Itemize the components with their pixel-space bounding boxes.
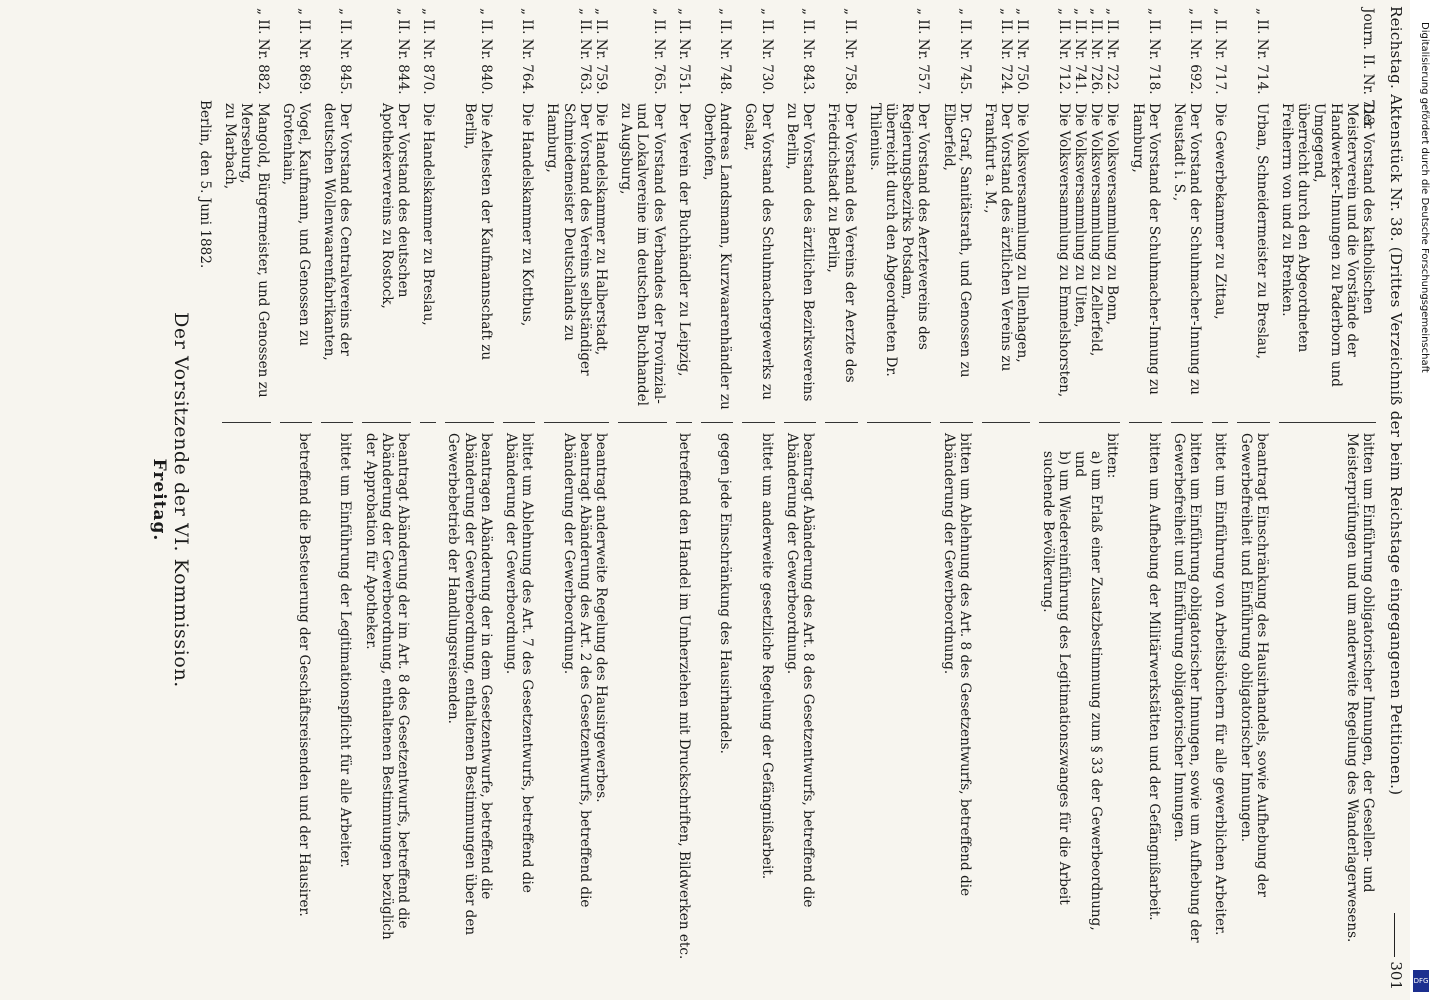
petitioner: Der Vorstand des Vereins der Aerzte des Friedrichstadt zu Berlin,	[825, 103, 858, 383]
journal-reference	[503, 0, 535, 103]
journal-number: „ II. Nr. 724.	[998, 8, 1015, 95]
petition-entry	[321, 0, 353, 1000]
journal-number: „ II. Nr. 757.	[915, 8, 932, 95]
petitioner-column	[1279, 103, 1376, 423]
journal-number: Journ. II. Nr. 713.	[1360, 8, 1376, 130]
petition-request	[222, 433, 271, 1000]
header-rule	[1395, 913, 1396, 957]
request-line: beantragt Abänderung des Art. 2 des Gesetzentwurfs, betreffend die Abänderung der Gewerbeordnung.	[560, 433, 593, 908]
petitioner-column	[982, 103, 1031, 423]
request-line: betreffend die Besteuerung der Geschäftsreisenden und der Hausirer.	[296, 433, 313, 917]
petitioner: Die Volksversammlung zu Uiten,	[1071, 103, 1088, 328]
journal-reference	[742, 0, 774, 103]
petitioner-column	[1237, 103, 1269, 423]
petition-request	[280, 433, 312, 1000]
petitioner: Der Vorstand des katholischen Meisterverein und die Vorstände der Handwerker-Innungen zu Paderborn und Umgegend,	[1311, 103, 1376, 387]
journal-number: „ II. Nr. 869.	[296, 8, 313, 95]
petitioner: Der Vorstand des Schuhmachergewerks zu Goslar,	[742, 103, 775, 400]
journal-number: „ II. Nr. 840.	[477, 8, 494, 95]
petitioner: Die Gewerbekammer zu Zittau,	[1212, 103, 1229, 320]
petition-entry	[222, 0, 271, 1000]
request-line: beantragen Abänderung der in dem Gesetzentwurfe, betreffend die Abänderung der Gewerbeordnung, enthaltenen Bestimmungen über den Gewerbebetrieb der Handlungsreisenden.	[445, 433, 494, 936]
petitioner: Der Vorstand des deutschen Apothekervereins zu Rostock,	[378, 103, 412, 309]
petition-request	[1212, 433, 1228, 1000]
petitioner-column	[784, 103, 816, 423]
journal-number: „ II. Nr. 844.	[395, 8, 412, 95]
petition-request	[1171, 433, 1203, 1000]
journal-reference	[544, 0, 609, 103]
signatory-name: Freitag.	[148, 458, 169, 542]
journal-reference	[784, 0, 816, 103]
journal-number: „ II. Nr. 726.	[1088, 8, 1105, 95]
journal-number: „ II. Nr. 763.	[576, 8, 593, 95]
petition-entry	[701, 0, 733, 1000]
petitioner: Der Vorstand des ärztlichen Vereins zu Frankfurt a. M.,	[981, 103, 1015, 372]
request-line: bittet um Einführung von Arbeitsbüchern für alle gewerblichen Arbeiter.	[1212, 433, 1229, 936]
journal-reference	[867, 0, 932, 103]
petition-request	[321, 433, 353, 1000]
request-line: a) um Erlaß einer Zusatzbestimmung zum § 33 der Gewerbeordnung, und	[1071, 451, 1105, 931]
petitioner-column	[825, 103, 857, 423]
petition-request	[676, 433, 692, 1000]
petitioner-column	[701, 103, 733, 423]
journal-number: „ II. Nr. 745.	[956, 8, 973, 95]
petition-request	[503, 433, 535, 1000]
petitioner-column	[1039, 103, 1120, 423]
journal-number: „ II. Nr. 758.	[841, 8, 858, 95]
petitioner: Der Vorstand des Verbandes der Provinzial- und Lokalvereine im deutschen Buchhandel zu Augsburg,	[618, 103, 667, 406]
request-line: beantragt Einschränkung des Hausirhandels, sowie Aufhebung der Gewerbefreiheit und Einführung obligatorischer Innungen.	[1237, 433, 1270, 897]
digitization-footer	[1410, 0, 1432, 1000]
journal-number: „ II. Nr. 764.	[519, 8, 536, 95]
journal-number: „ II. Nr. 751.	[675, 8, 692, 95]
petition-list	[150, 0, 1376, 1000]
petition-entry	[1212, 0, 1228, 1000]
petitioner: Der Vorstand des Aerztevereins des Regierungsbezirks Potsdam,	[899, 103, 932, 350]
request-line: beantragt Abänderung des Art. 8 des Gesetzentwurfs, betreffend die Abänderung der Gewerbeordnung.	[783, 433, 817, 908]
journal-reference	[1039, 0, 1120, 103]
request-line: bittet um anderweite gesetzliche Regelung der Gefängnißarbeit.	[758, 433, 775, 880]
petitioner: Vogel, Kaufmann, und Genossen zu Grotenhain,	[279, 103, 313, 347]
petition-entry	[445, 0, 494, 1000]
petitioner-column	[503, 103, 535, 423]
journal-number: „ II. Nr. 882.	[254, 8, 271, 95]
request-line: bitten:	[1104, 433, 1121, 479]
journal-reference	[940, 0, 972, 103]
petition-entry	[1039, 0, 1120, 1000]
request-line: beantragt Abänderung der im Art. 8 des Gesetzentwurfs, betreffend die Abänderung der Gewerbeordnung, enthaltenen Bestimmungen bezüglich der Approbation für Apotheker.	[362, 433, 412, 940]
journal-reference	[701, 0, 733, 103]
petitioner: Die Handelskammer zu Breslau,	[420, 103, 437, 326]
journal-reference	[1279, 0, 1376, 130]
journal-number: „ II. Nr. 748.	[717, 8, 734, 95]
petitioner: Die Handelskammer zu Kottbus,	[519, 103, 536, 327]
request-line: bitten um Ablehnung des Art. 8 des Gesetzentwurfs, betreffend die Abänderung der Gewerbeordnung.	[940, 433, 973, 897]
date-line: Berlin, den 5. Juni 1882.	[197, 100, 214, 269]
journal-number: „ II. Nr. 714.	[1253, 8, 1270, 95]
journal-reference	[1212, 0, 1228, 103]
petitioner: Urban, Schneidermeister zu Breslau,	[1253, 103, 1270, 360]
journal-number: „ II. Nr. 730.	[758, 8, 775, 95]
petition-request	[742, 433, 774, 1000]
petition-entry	[1171, 0, 1203, 1000]
petition-request	[701, 433, 733, 1000]
petition-entry	[362, 0, 411, 1000]
journal-reference	[982, 0, 1031, 103]
petitioner: Der Vorstand des Centralvereins der deutschen Wollenwaarenfabrikanten,	[321, 103, 354, 361]
petitioner-column	[420, 103, 436, 423]
petitioner: Die Aeltesten der Kaufmannschaft zu Berlin,	[461, 103, 494, 361]
petitioner: überreicht durch den Abgeordneten Dr. Thilenius.	[866, 103, 899, 377]
journal-reference	[1171, 0, 1203, 103]
petitioner: Die Handelskammer zu Halberstadt,	[593, 103, 610, 356]
petitioner-column	[618, 103, 667, 423]
journal-number: „ II. Nr. 717.	[1212, 8, 1229, 95]
petition-entry	[867, 0, 932, 1000]
request-line: bittet um Einführung der Legitimationspflicht für alle Arbeiter.	[337, 433, 354, 868]
request-line: gegen jede Einschränkung des Hausirhandels.	[717, 433, 734, 754]
petition-entry	[825, 0, 857, 1000]
request-line: b) um Wiedereinführung des Legitimationszwanges für die Arbeit suchende Bevölkerung.	[1039, 451, 1072, 905]
petitioner-column	[362, 103, 411, 423]
journal-number: „ II. Nr. 759.	[593, 8, 610, 95]
petition-entry	[1129, 0, 1161, 1000]
journal-number: „ II. Nr. 718.	[1145, 8, 1162, 95]
petitioner: zu Marbach,	[222, 103, 239, 190]
petitioner-column	[1171, 103, 1203, 423]
petitioner: Die Volksversammlung zu Emmelshorsten,	[1055, 103, 1072, 398]
journal-reference	[222, 0, 271, 103]
petition-request	[1039, 433, 1120, 1000]
petitioner: Der Vorstand des ärztlichen Bezirksvereins zu Berlin,	[783, 103, 817, 402]
request-line: bitten um Aufhebung der Militärwerkstätten und der Gefängnißarbeit.	[1145, 433, 1162, 921]
journal-number: „ II. Nr. 870.	[420, 8, 437, 95]
petitioner: Andreas Landsmann, Kurzwaarenhändler zu Oberhofen,	[701, 103, 734, 410]
petition-entry	[280, 0, 312, 1000]
signature-line: Der Vorsitzende der VI. Kommission.	[169, 312, 192, 688]
page-number: 301	[1387, 961, 1405, 990]
petition-entry	[1279, 0, 1376, 1000]
petitioner: überreicht durch den Abgeordneten Freiherrn von und zu Brenken.	[1278, 103, 1312, 353]
petitioner: Der Verein der Buchhändler zu Leipzig,	[675, 103, 692, 377]
petition-request	[1279, 433, 1376, 1000]
journal-reference	[321, 0, 353, 103]
footer-credit: Digitalisierung gefördert durch die Deutsche Forschungsgemeinschaft	[1419, 22, 1430, 373]
journal-number: „ II. Nr. 712.	[1055, 8, 1072, 95]
petitioner: Die Volksversammlung zu Bonn,	[1104, 103, 1121, 326]
request-line: beantragt anderweite Regelung des Hausirgewerbes.	[593, 433, 610, 803]
journal-number: „ II. Nr. 845.	[337, 8, 354, 95]
petition-entry	[742, 0, 774, 1000]
journal-reference	[420, 0, 436, 103]
request-line: betreffend den Handel im Umherziehen mit Druckschriften, Bildwerken etc.	[675, 433, 692, 960]
petition-request	[867, 433, 932, 1000]
petition-entry	[420, 0, 436, 1000]
petition-entry	[784, 0, 816, 1000]
petitioner-column	[280, 103, 312, 423]
petitioner: Die Volksversammlung zu Zellerfeld,	[1088, 103, 1105, 357]
journal-reference	[280, 0, 312, 103]
petitioner-column	[1129, 103, 1161, 423]
page-header	[1384, 0, 1410, 1000]
petition-entry	[1237, 0, 1269, 1000]
petition-entry	[940, 0, 972, 1000]
petition-request	[420, 433, 436, 1000]
petition-request	[825, 433, 857, 1000]
journal-number: „ II. Nr. 750.	[1014, 8, 1031, 95]
header-title: Reichstag. Aktenstück Nr. 38. (Drittes Verzeichniß der beim Reichstage eingegangenen Petitionen.)	[1387, 6, 1405, 796]
petitioner: Der Vorstand der Schuhmacher-Innung zu Neustadt i. S.,	[1170, 103, 1204, 395]
request-line: bitten um Einführung obligatorischer Innungen, der Gesellen- und Meisterprüfungen und um anderweite Regelung des Wanderlagerwesens.	[1343, 433, 1376, 943]
petitioner-column	[1212, 103, 1228, 423]
petition-request	[1237, 433, 1269, 1000]
petitioner-column	[742, 103, 774, 423]
petitioner-column	[940, 103, 972, 423]
petition-entry	[544, 0, 609, 1000]
journal-number: „ II. Nr. 765.	[650, 8, 667, 95]
closing-block	[150, 0, 213, 1000]
petition-request	[982, 433, 1031, 1000]
petition-entry	[503, 0, 535, 1000]
petitioner-column	[676, 103, 692, 423]
journal-reference	[825, 0, 857, 103]
journal-reference	[618, 0, 667, 103]
journal-reference	[1129, 0, 1161, 103]
petition-entry	[982, 0, 1031, 1000]
request-line: bitten um Einführung obligatorischer Innungen, sowie um Aufhebung der Gewerbefreiheit und Einführung obligatorischer Innungen.	[1170, 433, 1204, 943]
petitioner-column	[867, 103, 932, 423]
petition-request	[618, 433, 667, 1000]
petition-request	[362, 433, 411, 1000]
petition-request	[784, 433, 816, 1000]
petitioner-column	[222, 103, 271, 423]
journal-reference	[445, 0, 494, 103]
journal-reference	[676, 0, 692, 103]
petition-request	[544, 433, 609, 1000]
journal-reference	[362, 0, 411, 103]
document-page	[30, 0, 1410, 1000]
petitioner-column	[321, 103, 353, 423]
petitioner-column	[445, 103, 494, 423]
petitioner: Der Vorstand des Vereins selbständiger Schmiedemeister Deutschlands zu Hamburg,	[544, 103, 593, 376]
petition-request	[1129, 433, 1161, 1000]
journal-reference	[1237, 0, 1269, 103]
petitioner: Der Vorstand der Schuhmacher-Innung zu Hamburg,	[1129, 103, 1162, 395]
dfg-logo-icon: DFG	[1413, 970, 1429, 992]
journal-number: „ II. Nr. 843.	[800, 8, 817, 95]
petitioner-column	[544, 103, 609, 423]
petitioner: Dr. Graf, Sanitätsrath, und Genossen zu Elberfeld,	[940, 103, 973, 378]
petition-request	[445, 433, 494, 1000]
journal-number: „ II. Nr. 692.	[1187, 8, 1204, 95]
petition-entry	[676, 0, 692, 1000]
petitioner: Mangold, Bürgermeister, und Genossen zu Merseburg,	[238, 103, 271, 398]
petition-entry	[618, 0, 667, 1000]
page-number-group	[1388, 905, 1404, 990]
journal-number: „ II. Nr. 722.	[1104, 8, 1121, 95]
petitioner: Die Volksversammlung zu Illenhagen,	[1014, 103, 1031, 363]
journal-number: „ II. Nr. 741.	[1071, 8, 1088, 95]
request-line: bittet um Ablehnung des Art. 7 des Gesetzentwurfs, betreffend die Abänderung der Gewerbeordnung.	[503, 433, 536, 893]
petition-request	[940, 433, 972, 1000]
